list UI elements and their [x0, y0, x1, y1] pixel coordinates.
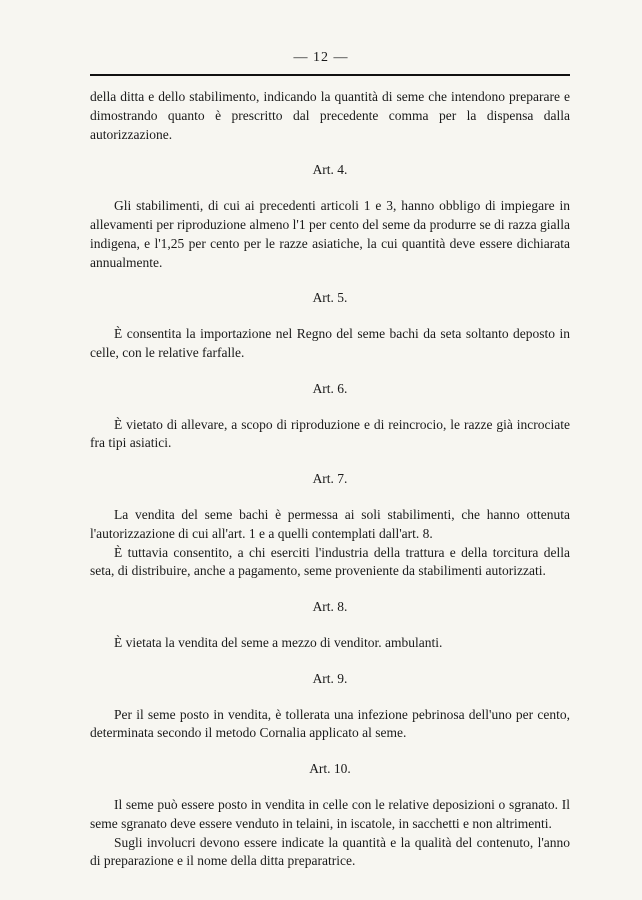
document-body	[90, 88, 570, 871]
article-5	[90, 289, 570, 362]
article-paragraph: Gli stabilimenti, di cui ai precedenti articoli 1 e 3, hanno obbligo di impiegare in allevamenti per riproduzione almeno l'1 per cento del seme da produrre se di razza gialla indigena, e l'1,25 per cento per le razze asiatiche, la cui quantità deve essere dichiarata annualmente.	[90, 198, 570, 270]
article-10	[90, 760, 570, 871]
article-paragraph: È vietato di allevare, a scopo di riproduzione e di reincrocio, le razze già incrociate fra tipi asiatici.	[90, 416, 570, 451]
article-heading: Art. 10.	[309, 761, 351, 777]
article-heading: Art. 4.	[312, 162, 348, 178]
article-paragraph: Per il seme posto in vendita, è tollerata una infezione pebrinosa dell'uno per cento, determinata secondo il metodo Cornalia applicato al seme.	[90, 706, 570, 741]
article-heading: Art. 9.	[312, 670, 348, 686]
article-heading: Art. 5.	[312, 290, 348, 306]
article-paragraph: La vendita del seme bachi è permessa ai soli stabilimenti, che hanno ottenuta l'autorizzazione di cui all'art. 1 e a quelli contemplati dall'art. 8.	[90, 506, 570, 541]
article-7	[90, 470, 570, 581]
article-paragraph: È tuttavia consentito, a chi eserciti l'industria della trattura e della torcitura della seta, di distribuire, anche a pagamento, seme proveniente da stabilimenti autorizzati.	[90, 544, 570, 579]
article-paragraph: Il seme può essere posto in vendita in celle con le relative deposizioni o sgranato. Il seme sgranato deve essere venduto in telaini, in iscatole, in sacchetti e non altrimenti.	[90, 796, 570, 831]
article-heading: Art. 8.	[312, 599, 348, 615]
article-4	[90, 161, 570, 272]
article-heading: Art. 7.	[312, 471, 348, 487]
article-6	[90, 380, 570, 453]
article-paragraph: È vietata la vendita del seme a mezzo di venditor. ambulanti.	[114, 634, 443, 650]
article-paragraph: Sugli involucri devono essere indicate la quantità e la qualità del contenuto, l'anno di preparazione e il nome della ditta preparatrice.	[90, 834, 570, 869]
article-paragraph: È consentita la importazione nel Regno del seme bachi da seta soltanto deposto in celle, con le relative farfalle.	[90, 326, 570, 360]
intro-paragraph: della ditta e dello stabilimento, indicando la quantità di seme che intendono preparare e dimostrando quanto è prescritto dal precedente comma per la dispensa dalla autorizzazione.	[90, 89, 570, 142]
page-number: — 12 —	[293, 50, 349, 65]
article-8	[90, 598, 570, 653]
header-rule	[90, 74, 570, 76]
article-9	[90, 670, 570, 743]
article-heading: Art. 6.	[312, 380, 348, 396]
